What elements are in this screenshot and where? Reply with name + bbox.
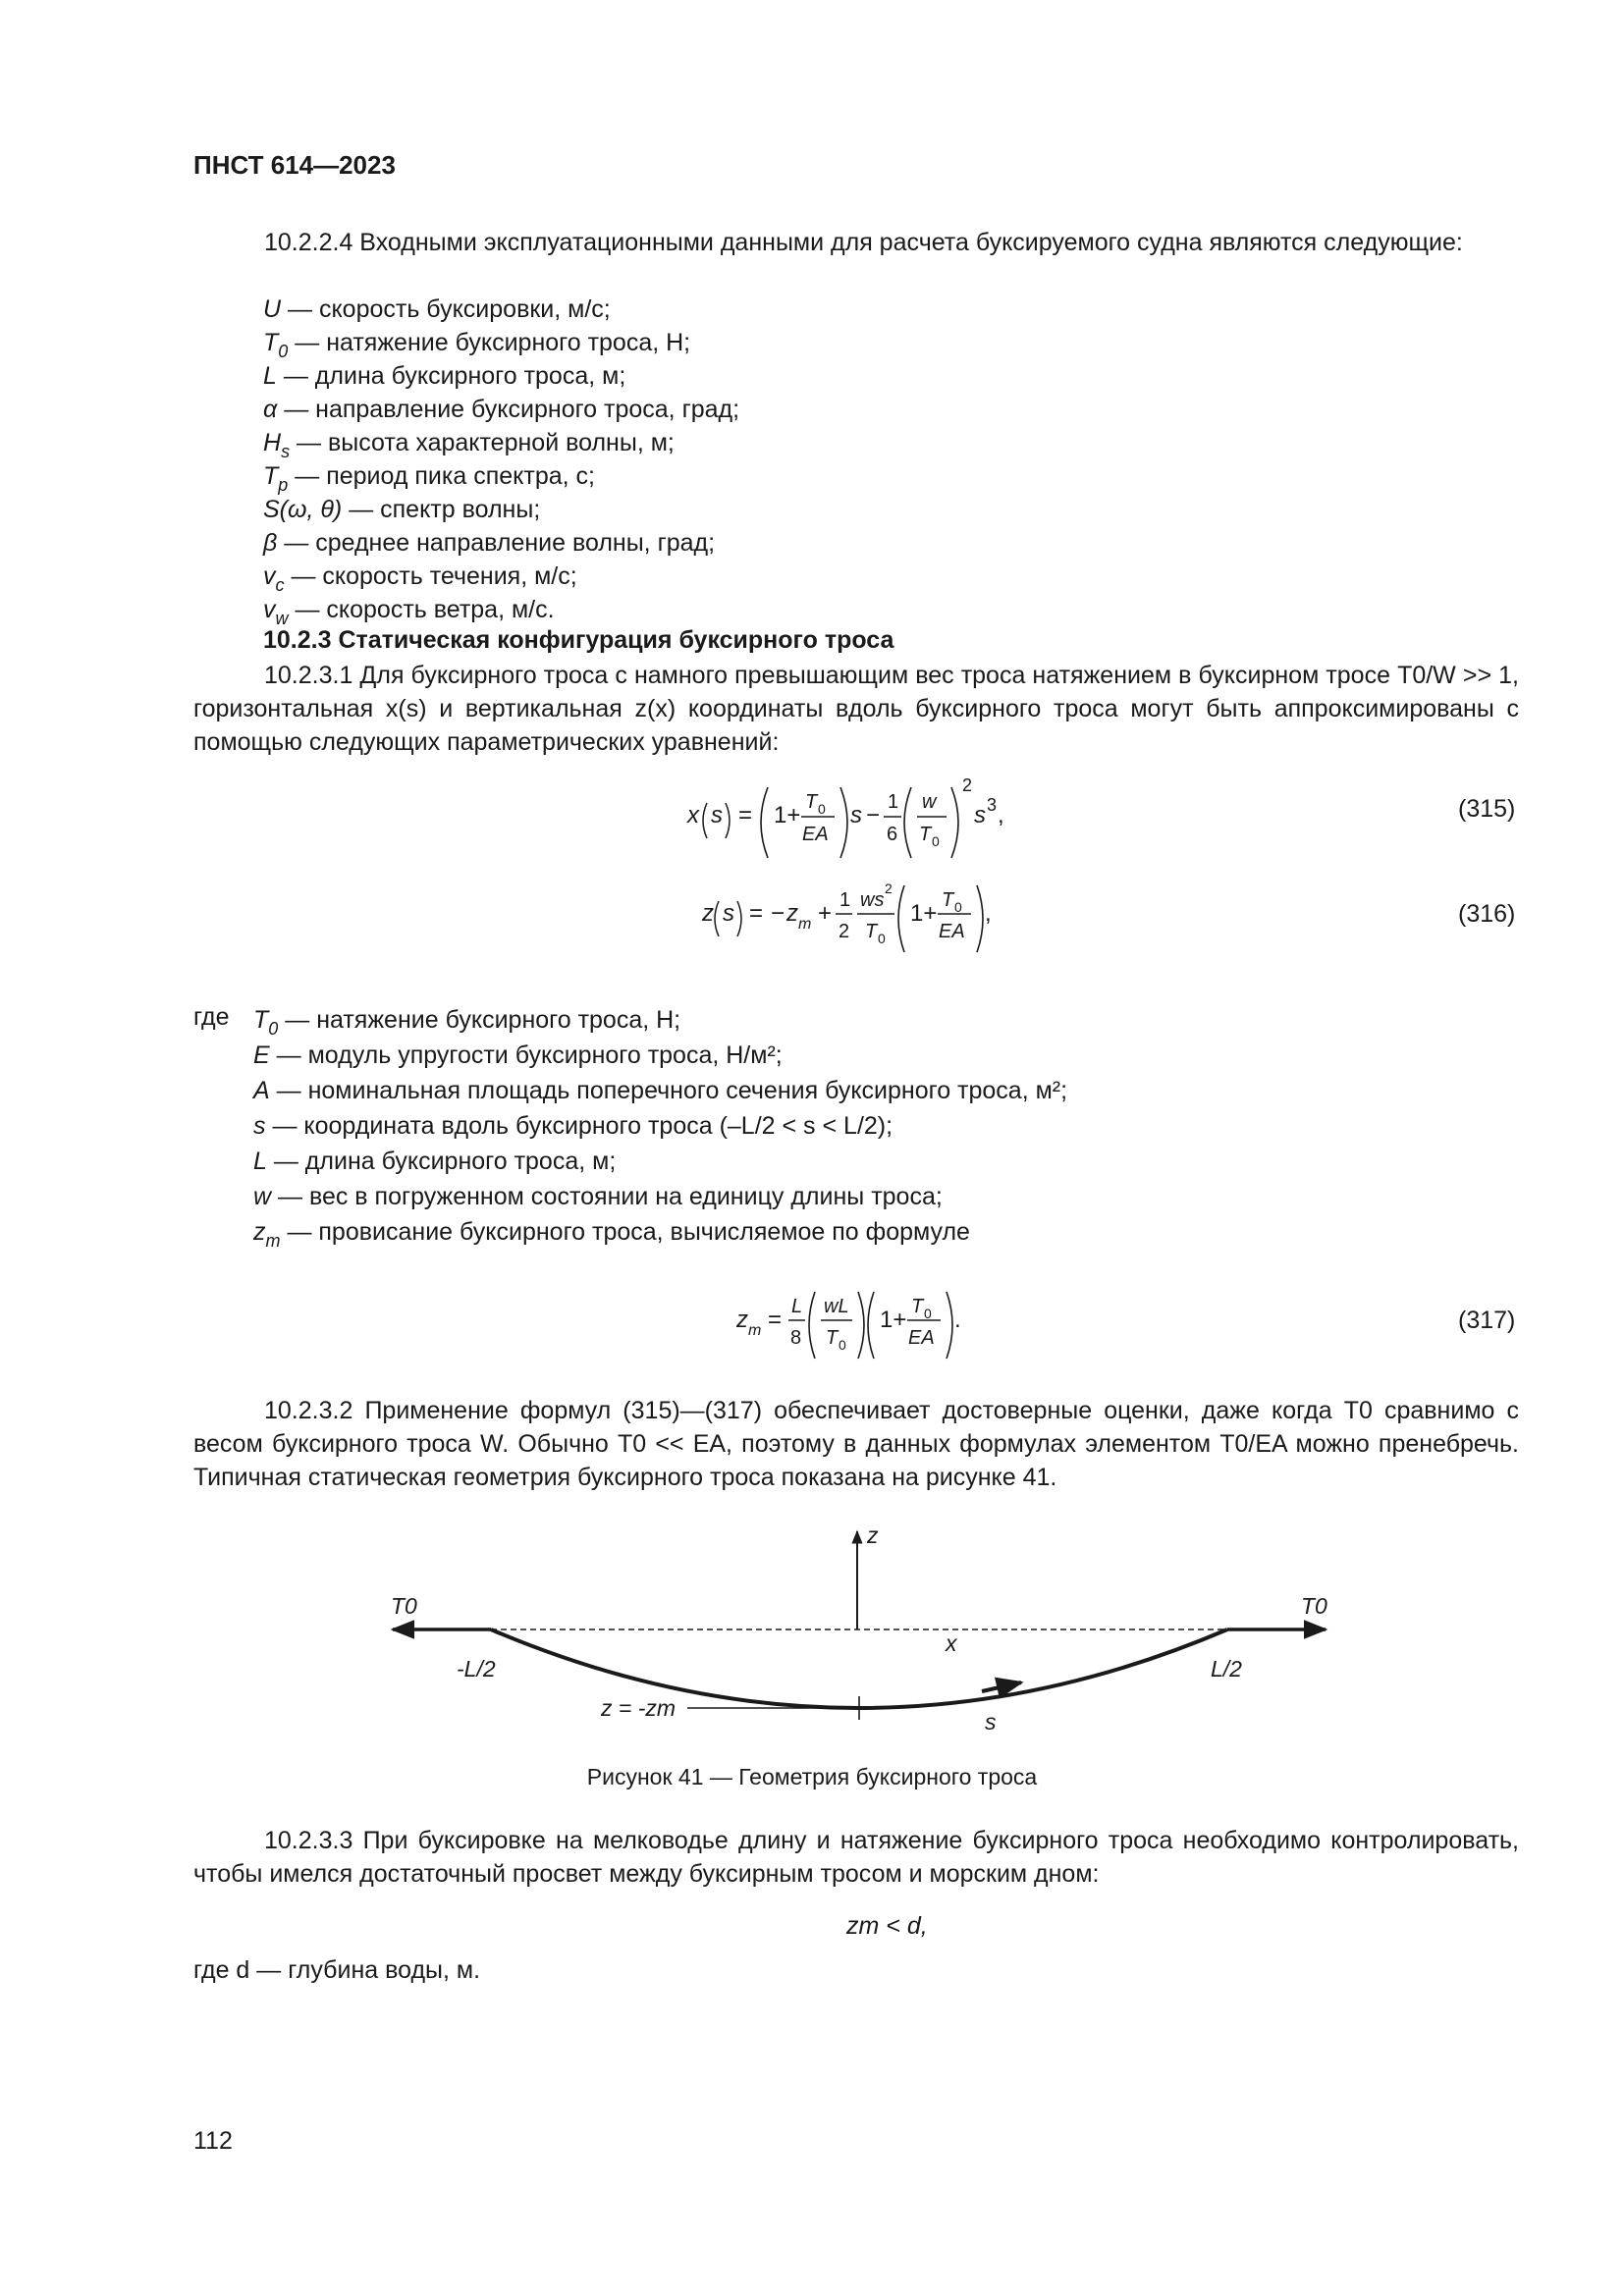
svg-text:=: = bbox=[738, 802, 753, 828]
svg-text:0: 0 bbox=[932, 833, 940, 849]
definition-text: — высота характерной волны, м; bbox=[290, 429, 675, 456]
svg-text:+: + bbox=[818, 900, 833, 927]
definition-row bbox=[253, 1074, 1067, 1107]
definition-symbol: L bbox=[263, 362, 277, 390]
definition-symbol: H bbox=[263, 429, 282, 456]
definition-symbol: β bbox=[263, 529, 278, 557]
equation-316 bbox=[692, 876, 1026, 954]
svg-text:2: 2 bbox=[885, 881, 893, 896]
figure-label-neg-half: -L/2 bbox=[457, 1656, 496, 1682]
svg-text:EA: EA bbox=[908, 1327, 935, 1349]
definition-row bbox=[263, 359, 625, 393]
figure-label-pos-half: L/2 bbox=[1211, 1656, 1242, 1682]
definition-row bbox=[253, 1039, 783, 1072]
definition-subscript: c bbox=[275, 575, 285, 595]
svg-text:w: w bbox=[922, 791, 937, 813]
definition-text: — натяжение буксирного троса, Н; bbox=[288, 329, 691, 356]
where-prefix: где bbox=[193, 1003, 230, 1031]
equation-317 bbox=[727, 1282, 992, 1361]
definition-text: — направление буксирного троса, град; bbox=[277, 396, 740, 423]
svg-text:0: 0 bbox=[839, 1337, 846, 1353]
section-heading-10-2-3: 10.2.3 Статическая конфигурация буксирного троса bbox=[263, 626, 894, 654]
svg-text:T: T bbox=[919, 824, 932, 845]
figure-label-t0-left: T0 bbox=[391, 1593, 417, 1619]
definition-text: — номинальная площадь поперечного сечения буксирного троса, м²; bbox=[269, 1077, 1068, 1104]
definition-row bbox=[253, 1180, 943, 1213]
definition-text: — скорость течения, м/с; bbox=[284, 562, 577, 590]
svg-text:1+: 1+ bbox=[774, 802, 801, 828]
definition-text: — длина буксирного троса, м; bbox=[266, 1148, 617, 1175]
figure-41-towline-geometry bbox=[373, 1512, 1345, 1737]
svg-text:T: T bbox=[942, 889, 954, 911]
svg-text:0: 0 bbox=[818, 801, 826, 817]
svg-text:s: s bbox=[711, 802, 723, 828]
svg-text:s: s bbox=[850, 802, 862, 828]
svg-text:.: . bbox=[954, 1307, 961, 1333]
paragraph-10-2-3-1-line1: 10.2.3.1 Для буксирного троса с намного превышающим вес троса натяжением в буксирном тросе bbox=[264, 662, 1390, 689]
svg-text:m: m bbox=[798, 916, 812, 933]
svg-text:wL: wL bbox=[824, 1296, 849, 1317]
svg-text:1+: 1+ bbox=[880, 1307, 907, 1333]
svg-text:L: L bbox=[791, 1296, 803, 1317]
definition-text: — координата вдоль буксирного троса (–L/2 < s < L/2); bbox=[265, 1112, 893, 1140]
svg-text:z: z bbox=[736, 1307, 748, 1333]
page-number: 112 bbox=[193, 2127, 233, 2155]
svg-text:,: , bbox=[985, 900, 992, 927]
svg-text:m: m bbox=[748, 1322, 762, 1339]
figure-caption: Рисунок 41 — Геометрия буксирного троса bbox=[586, 1764, 1038, 1789]
definition-text: — скорость ветра, м/с. bbox=[288, 596, 555, 623]
svg-text:T: T bbox=[805, 791, 818, 813]
figure-label-z: z bbox=[867, 1522, 879, 1548]
definition-symbol: A bbox=[253, 1077, 270, 1104]
paragraph-10-2-2-4: 10.2.2.4 Входными эксплуатационными данными для расчета буксируемого судна являются следующие: bbox=[264, 229, 1463, 256]
definition-row bbox=[253, 1215, 970, 1257]
definition-text: — вес в погруженном состоянии на единицу длины троса; bbox=[271, 1183, 943, 1210]
figure-label-s: s bbox=[985, 1709, 997, 1735]
equation-315 bbox=[677, 775, 1051, 864]
svg-text:s: s bbox=[974, 802, 986, 828]
definition-row bbox=[263, 393, 739, 426]
svg-text:−: − bbox=[866, 802, 881, 828]
svg-text:2: 2 bbox=[962, 775, 973, 795]
svg-text:3: 3 bbox=[987, 795, 998, 815]
svg-text:EA: EA bbox=[939, 921, 965, 942]
definition-subscript: s bbox=[281, 442, 291, 461]
definition-row bbox=[253, 1109, 893, 1143]
definition-text: — натяжение буксирного троса, Н; bbox=[278, 1006, 681, 1034]
definition-row bbox=[253, 1145, 616, 1178]
svg-text:EA: EA bbox=[802, 824, 829, 845]
definition-row bbox=[263, 293, 611, 326]
definition-symbol: T bbox=[253, 1006, 269, 1034]
svg-text:,: , bbox=[998, 802, 1004, 828]
definition-text: — модуль упругости буксирного троса, Н/м²; bbox=[269, 1041, 783, 1069]
definition-row bbox=[263, 493, 540, 526]
shallow-water-condition: zm < d, bbox=[846, 1912, 928, 1940]
definition-row bbox=[263, 526, 715, 560]
equation-number-316: (316) bbox=[1458, 900, 1516, 928]
svg-text:z: z bbox=[786, 900, 798, 927]
figure-s-arrow bbox=[982, 1682, 1021, 1691]
definition-subscript: 0 bbox=[268, 1019, 279, 1039]
svg-text:2: 2 bbox=[839, 921, 850, 942]
definition-symbol: w bbox=[253, 1183, 272, 1210]
svg-text:6: 6 bbox=[887, 824, 898, 845]
paragraph-10-2-3-1-rest: T0/W >> 1, горизонтальная x(s) и вертикальная z(x) координаты вдоль буксирного троса могут быть аппроксимированы с помощью следующих параметрических уравнений: bbox=[193, 662, 1519, 756]
definition-text: — скорость буксировки, м/с; bbox=[281, 295, 611, 323]
svg-text:x: x bbox=[687, 802, 699, 828]
definition-symbol: α bbox=[263, 396, 278, 423]
definition-subscript: p bbox=[278, 475, 289, 495]
svg-text:T: T bbox=[826, 1327, 839, 1349]
definition-symbol: S(ω, θ) bbox=[263, 496, 343, 523]
svg-text:ws: ws bbox=[860, 889, 885, 911]
equation-number-317: (317) bbox=[1458, 1307, 1516, 1334]
svg-text:0: 0 bbox=[878, 931, 886, 946]
svg-text:=: = bbox=[768, 1307, 783, 1333]
svg-text:−: − bbox=[771, 900, 785, 927]
definition-subscript: m bbox=[265, 1231, 281, 1251]
definition-symbol: z bbox=[253, 1218, 266, 1246]
definition-symbol: E bbox=[253, 1041, 270, 1069]
paragraph-10-2-3-3: 10.2.3.3 При буксировке на мелководье длину и натяжение буксирного троса необходимо контролировать, чтобы имелся достаточный просвет между буксирным тросом и морским дном: bbox=[193, 1827, 1519, 1888]
svg-text:0: 0 bbox=[954, 899, 962, 915]
svg-text:T: T bbox=[865, 921, 878, 942]
definition-subscript: 0 bbox=[278, 342, 289, 361]
definition-symbol: v bbox=[263, 596, 276, 623]
definition-text: — длина буксирного троса, м; bbox=[276, 362, 626, 390]
svg-text:z: z bbox=[702, 900, 714, 927]
paragraph-10-2-3-1 bbox=[193, 659, 1519, 759]
definition-text: — провисание буксирного троса, вычисляемое по формуле bbox=[280, 1218, 970, 1246]
svg-text:1: 1 bbox=[839, 889, 851, 911]
figure-label-t0-right: T0 bbox=[1301, 1593, 1327, 1619]
definition-text: — спектр волны; bbox=[342, 496, 541, 523]
svg-text:=: = bbox=[749, 900, 764, 927]
paragraph-10-2-3-2: 10.2.3.2 Применение формул (315)—(317) обеспечивает достоверные оценки, даже когда T0 сравнимо с весом буксирного троса W. Обычно T0 << EA, поэтому в данных формулах элементом T0/EA можно пренебречь. Типичная статическая геометрия буксирного троса показана на рисунке 41. bbox=[193, 1397, 1519, 1491]
svg-text:1: 1 bbox=[888, 791, 899, 813]
definition-symbol: s bbox=[253, 1112, 266, 1140]
definition-text: — среднее направление волны, град; bbox=[277, 529, 716, 557]
svg-text:8: 8 bbox=[790, 1327, 802, 1349]
definition-symbol: U bbox=[263, 295, 282, 323]
svg-text:s: s bbox=[723, 900, 734, 927]
definition-symbol: L bbox=[253, 1148, 267, 1175]
definition-symbol: v bbox=[263, 562, 276, 590]
definition-symbol: T bbox=[263, 462, 279, 490]
figure-label-sag: z = -zm bbox=[601, 1695, 677, 1721]
definition-subscript: w bbox=[275, 609, 289, 628]
figure-label-x: x bbox=[946, 1630, 957, 1656]
equation-number-315: (315) bbox=[1458, 795, 1516, 823]
svg-text:1+: 1+ bbox=[910, 900, 938, 927]
svg-text:0: 0 bbox=[924, 1306, 932, 1321]
definition-text: — период пика спектра, с; bbox=[288, 462, 595, 490]
depth-definition: где d — глубина воды, м. bbox=[193, 1956, 481, 1984]
svg-text:T: T bbox=[911, 1296, 924, 1317]
document-header: ПНСТ 614—2023 bbox=[193, 150, 396, 180]
definition-symbol: T bbox=[263, 329, 279, 356]
